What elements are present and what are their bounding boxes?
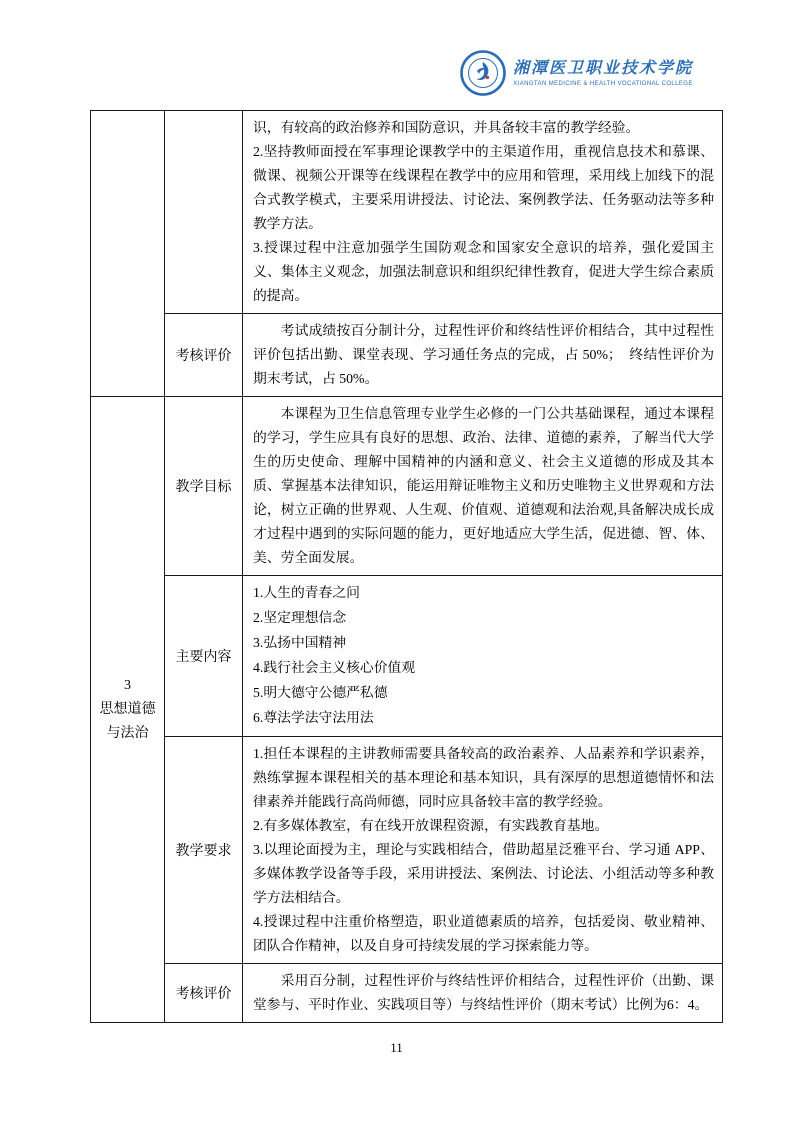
course-number: 3 — [124, 677, 131, 693]
paragraph: 2.有多媒体教室，有在线开放课程资源，有实践教育基地。 — [253, 818, 609, 833]
course3-objectives-cell — [243, 397, 723, 576]
list-item: 3.弘扬中国精神 — [253, 635, 347, 650]
table-row-course3-main-content — [91, 576, 723, 737]
list-item: 2.坚定理想信念 — [253, 610, 347, 625]
course3-main-content-cell — [243, 576, 723, 737]
paragraph: 4.授课过程中注重价格塑造，职业道德素质的培养，包括爱岗、敬业精神、团队合作精神，以及自身可持续发展的学习探索能力等。 — [253, 914, 714, 953]
course-syllabus-table — [90, 110, 723, 1023]
college-name-block — [513, 59, 693, 86]
table-row-course2-assessment — [91, 314, 723, 397]
paragraph: 1.担任本课程的主讲教师需要具备较高的政治素养、人品素养和学识素养，熟练掌握本课程相关的基本理论和基本知识，具有深厚的思想道德情怀和法律素养并能践行高尚师德，同时应具备较丰富的教学经验。 — [253, 746, 714, 809]
row-label-assessment: 考核评价 — [165, 964, 243, 1023]
row-label-assessment: 考核评价 — [165, 314, 243, 397]
course3-requirements-cell — [243, 737, 723, 964]
table-row-requirements-continued — [91, 111, 723, 314]
course2-assessment-cell — [243, 314, 723, 397]
table-row-course3-objectives — [91, 397, 723, 576]
row-label-main-content: 主要内容 — [165, 576, 243, 737]
row-label-cell-empty — [165, 111, 243, 314]
paragraph: 3.以理论面授为主，理论与实践相结合，借助超星泛雅平台、学习通 APP、多媒体教学设备等手段，采用讲授法、案例法、讨论法、小组活动等多种教学方法相结合。 — [253, 842, 714, 905]
row-label-requirements: 教学要求 — [165, 737, 243, 964]
paragraph: 识，有较高的政治修养和国防意识，并具备较丰富的教学经验。 — [253, 120, 640, 135]
list-item: 5.明大德守公德严私德 — [253, 685, 388, 700]
college-logo-icon — [460, 50, 506, 96]
course-name-line: 与法治 — [106, 725, 149, 741]
page-header — [460, 50, 693, 96]
paragraph: 3.授课过程中注意加强学生国防观念和国家安全意识的培养，强化爱国主义、集体主义观念，加强法制意识和组织纪律性教育，促进大学生综合素质的提高。 — [253, 240, 714, 303]
list-item: 1.人生的青春之问 — [253, 585, 360, 600]
paragraph: 本课程为卫生信息管理专业学生必修的一门公共基础课程，通过本课程的学习，学生应具有良好的思想、政治、法律、道德的素养，了解当代大学生的历史使命、理解中国精神的内涵和意义、社会主义道德的形成及其本质、掌握基本法律知识，能运用辩证唯物主义和历史唯物主义世界观和方法论，树立正确的世界观、人生观、价值观、道德观和法治观,具备解决成长成才过程中遇到的实际问题的能力，更好地适应大学生活，促进德、智、体、美、劳全面发展。 — [253, 406, 714, 565]
table-row-course3-assessment — [91, 964, 723, 1023]
course3-name-cell — [91, 397, 165, 1023]
course-name-line: 思想道德 — [99, 701, 156, 717]
college-name-english: XIANGTAN MEDICINE & HEALTH VOCATIONAL COLLEGE — [513, 80, 693, 87]
paragraph: 考试成绩按百分制计分，过程性评价和终结性评价相结合，其中过程性评价包括出勤、课堂表现、学习通任务点的完成，占 50%； 终结性评价为期末考试，占 50%。 — [253, 323, 714, 386]
list-item: 4.践行社会主义核心价值观 — [253, 660, 416, 675]
row-label-objectives: 教学目标 — [165, 397, 243, 576]
course3-assessment-cell — [243, 964, 723, 1023]
course2-name-cell-empty — [91, 111, 165, 397]
table-row-course3-requirements — [91, 737, 723, 964]
course2-requirements-continued-cell — [243, 111, 723, 314]
list-item: 6.尊法学法守法用法 — [253, 710, 374, 725]
paragraph: 采用百分制，过程性评价与终结性评价相结合，过程性评价（出勤、课堂参与、平时作业、实践项目等）与终结性评价（期末考试）比例为6：4。 — [253, 973, 714, 1012]
paragraph: 2.坚持教师面授在军事理论课教学中的主渠道作用，重视信息技术和慕课、微课、视频公开课等在线课程在教学中的应用和管理，采用线上加线下的混合式教学模式，主要采用讲授法、讨论法、案例教学法、任务驱动法等多种教学方法。 — [253, 144, 714, 231]
college-name-chinese: 湘潭医卫职业技术学院 — [512, 60, 693, 78]
page-number: 11 — [390, 1040, 403, 1055]
